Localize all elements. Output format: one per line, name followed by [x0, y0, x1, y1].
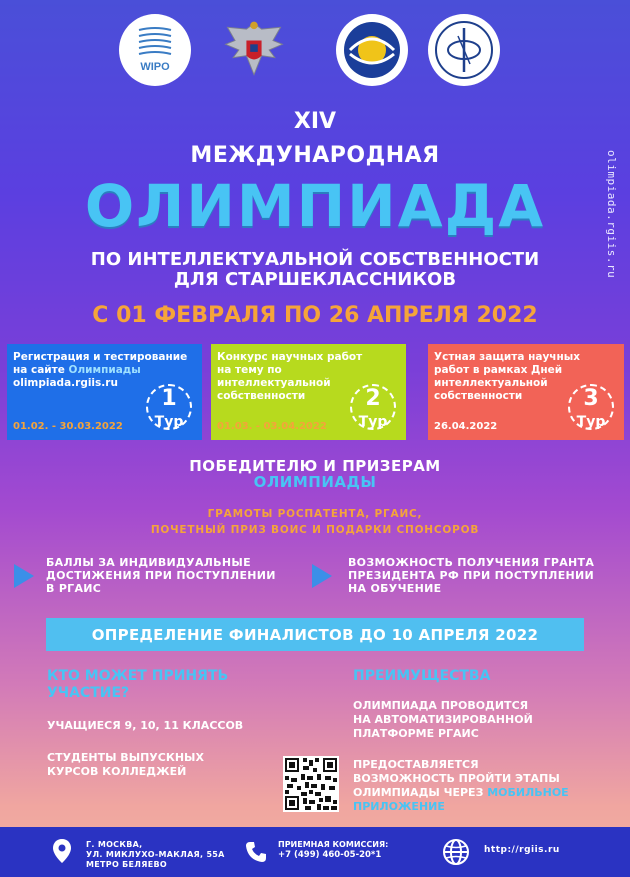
- tour-2-badge: [350, 378, 396, 434]
- tour-3-badge: [568, 378, 614, 434]
- play-triangle-icon: [14, 564, 34, 588]
- benefit-1-line-1: БАЛЛЫ ЗА ИНДИВИДУАЛЬНЫЕ: [46, 556, 251, 569]
- qr-code[interactable]: [283, 756, 339, 812]
- advantage-platform: [353, 699, 593, 741]
- prizes-text: [0, 506, 630, 538]
- address-line-2: УЛ. МИКЛУХО-МАКЛАЯ, 55А: [86, 850, 225, 859]
- who-title-line-2: УЧАСТИЕ?: [47, 685, 130, 701]
- tour-1-line-2-highlight: Олимпиады: [68, 364, 141, 376]
- winners-heading-olympiad: ОЛИМПИАДЫ: [253, 473, 377, 491]
- advantages-title: ПРЕИМУЩЕСТВА: [353, 668, 491, 684]
- who-item-2-line-2: КУРСОВ КОЛЛЕДЖЕЙ: [47, 765, 187, 778]
- footer-bar: [0, 827, 630, 877]
- tour-3-line-1: Устная защита научных: [434, 351, 581, 363]
- tour-card-3: [428, 344, 624, 440]
- advantage-2-line-4: ПРИЛОЖЕНИЕ: [353, 800, 445, 813]
- benefit-2-line-3: НА ОБУЧЕНИЕ: [348, 582, 442, 595]
- advantage-2-line-3-prefix: ОЛИМПИАДЫ ЧЕРЕЗ: [353, 786, 488, 799]
- tour-1-link[interactable]: olimpiada.rgiis.ru: [13, 377, 118, 389]
- tour-2-number: 2: [365, 386, 381, 411]
- tour-3-line-4: собственности: [434, 390, 523, 402]
- benefit-1-line-2: ДОСТИЖЕНИЯ ПРИ ПОСТУПЛЕНИИ: [46, 569, 276, 582]
- olympiad-dates: С 01 ФЕВРАЛЯ ПО 26 АПРЕЛЯ 2022: [92, 303, 538, 328]
- benefit-1-line-3: В РГАИС: [46, 582, 102, 595]
- benefit-grant: [348, 556, 618, 595]
- prizes-line-1: ГРАМОТЫ РОСПАТЕНТА, РГАИС,: [207, 508, 423, 520]
- footer-address: [86, 840, 225, 870]
- tour-3-number: 3: [583, 386, 599, 411]
- international-heading: МЕЖДУНАРОДНАЯ: [190, 143, 440, 168]
- winners-heading: ПОБЕДИТЕЛЮ И ПРИЗЕРАМ: [189, 457, 441, 475]
- qr-code-icon: [283, 756, 339, 812]
- play-triangle-icon: [312, 564, 332, 588]
- rospatent-eagle-logo: [218, 14, 290, 86]
- tour-1-line-2: [13, 364, 193, 377]
- benefit-2-line-1: ВОЗМОЖНОСТЬ ПОЛУЧЕНИЯ ГРАНТА: [348, 556, 595, 569]
- wipo-logo: [119, 14, 191, 86]
- tour-1-line-1: Регистрация и тестирование: [13, 351, 188, 363]
- tour-3-date: 26.04.2022: [434, 421, 498, 432]
- who-title: [47, 668, 228, 702]
- phone-label: ПРИЕМНАЯ КОМИССИЯ:: [278, 840, 389, 849]
- subtitle-line-2: ДЛЯ СТАРШЕКЛАССНИКОВ: [173, 269, 457, 290]
- tour-2-line-2: на тему по интеллектуальной: [217, 364, 331, 389]
- tour-2-line-3: собственности: [217, 390, 306, 402]
- phone-icon: [244, 840, 268, 868]
- olympiad-title: ОЛИМПИАДА: [84, 172, 546, 240]
- finalists-banner: ОПРЕДЕЛЕНИЕ ФИНАЛИСТОВ ДО 10 АПРЕЛЯ 2022: [46, 618, 584, 651]
- footer-phone: [278, 839, 388, 861]
- advantage-2-line-1: ПРЕДОСТАВЛЯЕТСЯ: [353, 758, 479, 771]
- wipo-icon: [125, 20, 185, 80]
- cis-emblem-icon: [340, 18, 404, 82]
- subtitle-line-1: ПО ИНТЕЛЛЕКТУАЛЬНОЙ СОБСТВЕННОСТИ: [90, 249, 540, 270]
- advantage-2-line-3: [353, 786, 613, 800]
- rgiis-emblem-icon: [432, 18, 496, 82]
- benefit-2-line-2: ПРЕЗИДЕНТА РФ ПРИ ПОСТУПЛЕНИИ: [348, 569, 595, 582]
- tour-1-word: Тур: [154, 414, 184, 430]
- advantage-1-line-3: ПЛАТФОРМЕ РГАИС: [353, 727, 479, 740]
- who-students-college: [47, 751, 267, 779]
- tour-1-number: 1: [161, 386, 177, 411]
- cis-logo: [336, 14, 408, 86]
- advantage-mobile: [353, 758, 613, 814]
- address-line-3: МЕТРО БЕЛЯЕВО: [86, 860, 167, 869]
- tour-card-2: [211, 344, 406, 440]
- globe-icon: [442, 838, 470, 870]
- advantage-2-line-2: ВОЗМОЖНОСТЬ ПРОЙТИ ЭТАПЫ: [353, 772, 560, 785]
- side-url: olimpiada.rgiis.ru: [605, 150, 618, 279]
- tour-1-badge: [146, 378, 192, 434]
- tour-3-word: Тур: [576, 414, 606, 430]
- rgiis-logo: [428, 14, 500, 86]
- address-line-1: Г. МОСКВА,: [86, 840, 143, 849]
- tour-3-line-3: интеллектуальной: [434, 377, 548, 389]
- benefit-points: [46, 556, 296, 595]
- advantage-1-line-1: ОЛИМПИАДА ПРОВОДИТСЯ: [353, 699, 529, 712]
- olympiad-subtitle: [0, 250, 630, 290]
- tour-2-line-1: Конкурс научных работ: [217, 351, 363, 363]
- phone-number[interactable]: +7 (499) 460-05-20*1: [278, 850, 382, 860]
- who-title-line-1: КТО МОЖЕТ ПРИНЯТЬ: [47, 668, 229, 684]
- wipo-logo-text: WIPO: [140, 61, 170, 73]
- tour-3-line-2: работ в рамках Дней: [434, 364, 563, 376]
- who-students-school: УЧАЩИЕСЯ 9, 10, 11 КЛАССОВ: [47, 719, 244, 732]
- advantage-2-line-3-highlight: МОБИЛЬНОЕ: [487, 786, 569, 799]
- tour-1-date: 01.02. - 30.03.2022: [13, 421, 123, 432]
- tour-1-line-2-prefix: на сайте: [13, 364, 69, 376]
- advantage-1-line-2: НА АВТОМАТИЗИРОВАННОЙ: [353, 713, 533, 726]
- who-item-2-line-1: СТУДЕНТЫ ВЫПУСКНЫХ: [47, 751, 204, 764]
- tour-2-date: 01.03. - 03.04.2022: [217, 421, 327, 432]
- tour-card-1: [7, 344, 202, 440]
- prizes-line-2: ПОЧЕТНЫЙ ПРИЗ ВОИС И ПОДАРКИ СПОНСОРОВ: [150, 524, 480, 536]
- location-pin-icon: [52, 838, 72, 868]
- footer-website-link[interactable]: http://rgiis.ru: [484, 845, 560, 855]
- tour-2-word: Тур: [358, 414, 388, 430]
- edition-number: XIV: [293, 109, 337, 134]
- eagle-emblem-icon: [218, 14, 290, 86]
